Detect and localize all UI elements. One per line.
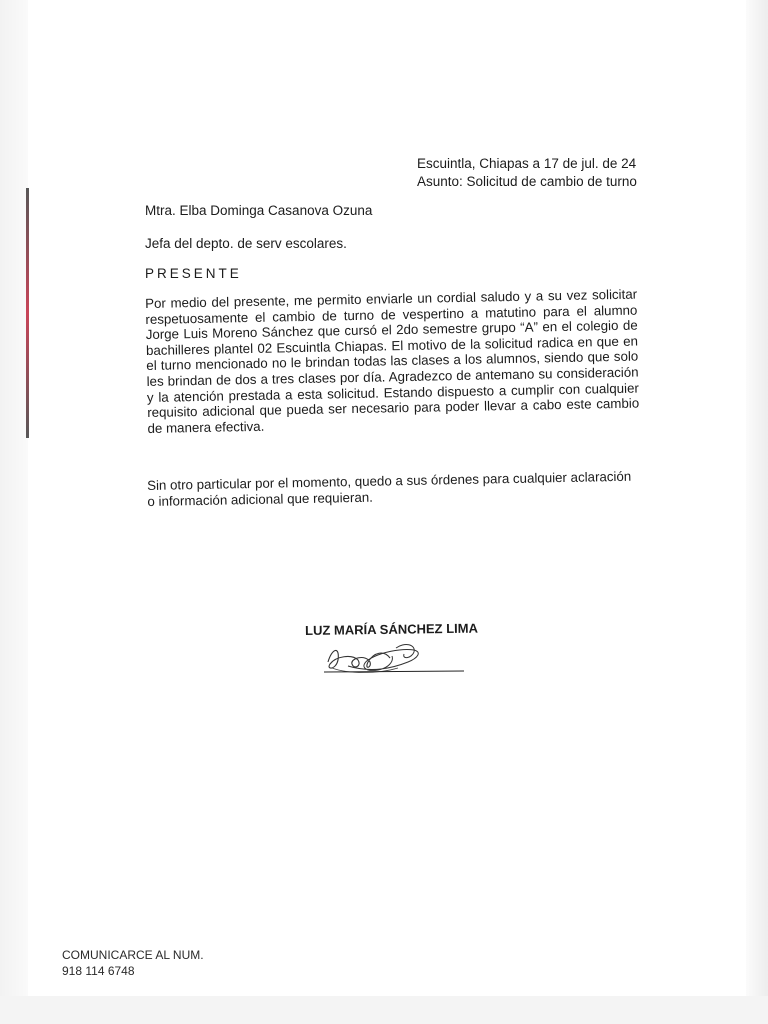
contact-label: COMUNICARCE AL NUM. [62,948,204,962]
contact-footer [62,947,204,977]
place-date: Escuintla, Chiapas a 17 de jul. de 24 [417,156,637,171]
recipient-name: Mtra. Elba Dominga Casanova Ozuna [145,203,373,218]
signer-name: LUZ MARÍA SÁNCHEZ LIMA [305,620,479,638]
recipient-position: Jefa del depto. de serv escolares. [145,236,347,251]
letter-header [417,155,647,191]
salutation: PRESENTE [145,266,242,281]
contact-phone: 918 114 6748 [62,964,135,977]
body-paragraph: Por medio del presente, me permito enviarle un cordial saludo y a su vez solicitar respetuosamente el cambio de turno de vespertino a matutino para el alumno Jorge Luis Moreno Sánchez que cursó el 2do semestre grupo “A” en el colegio de bachilleres plantel 02 Escuintla Chiapas. El motivo de la solicitud radica en que en el turno mencionado no le brindan todas las clases a los alumnos, siendo que solo les brindan de dos a tres clases por día. Agradezco de antemano su consideración y la atención prestada a esta solicitud. Estando dispuesto a cumplir con cualquier requisito adicional que pueda ser necesario para poder llevar a cabo este cambio de manera efectiva. [145,286,640,436]
subject-line: Asunto: Solicitud de cambio de turno [417,174,637,189]
closing-paragraph: Sin otro particular por el momento, quedo a sus órdenes para cualquier aclaración o información adicional que requieran. [147,468,632,509]
